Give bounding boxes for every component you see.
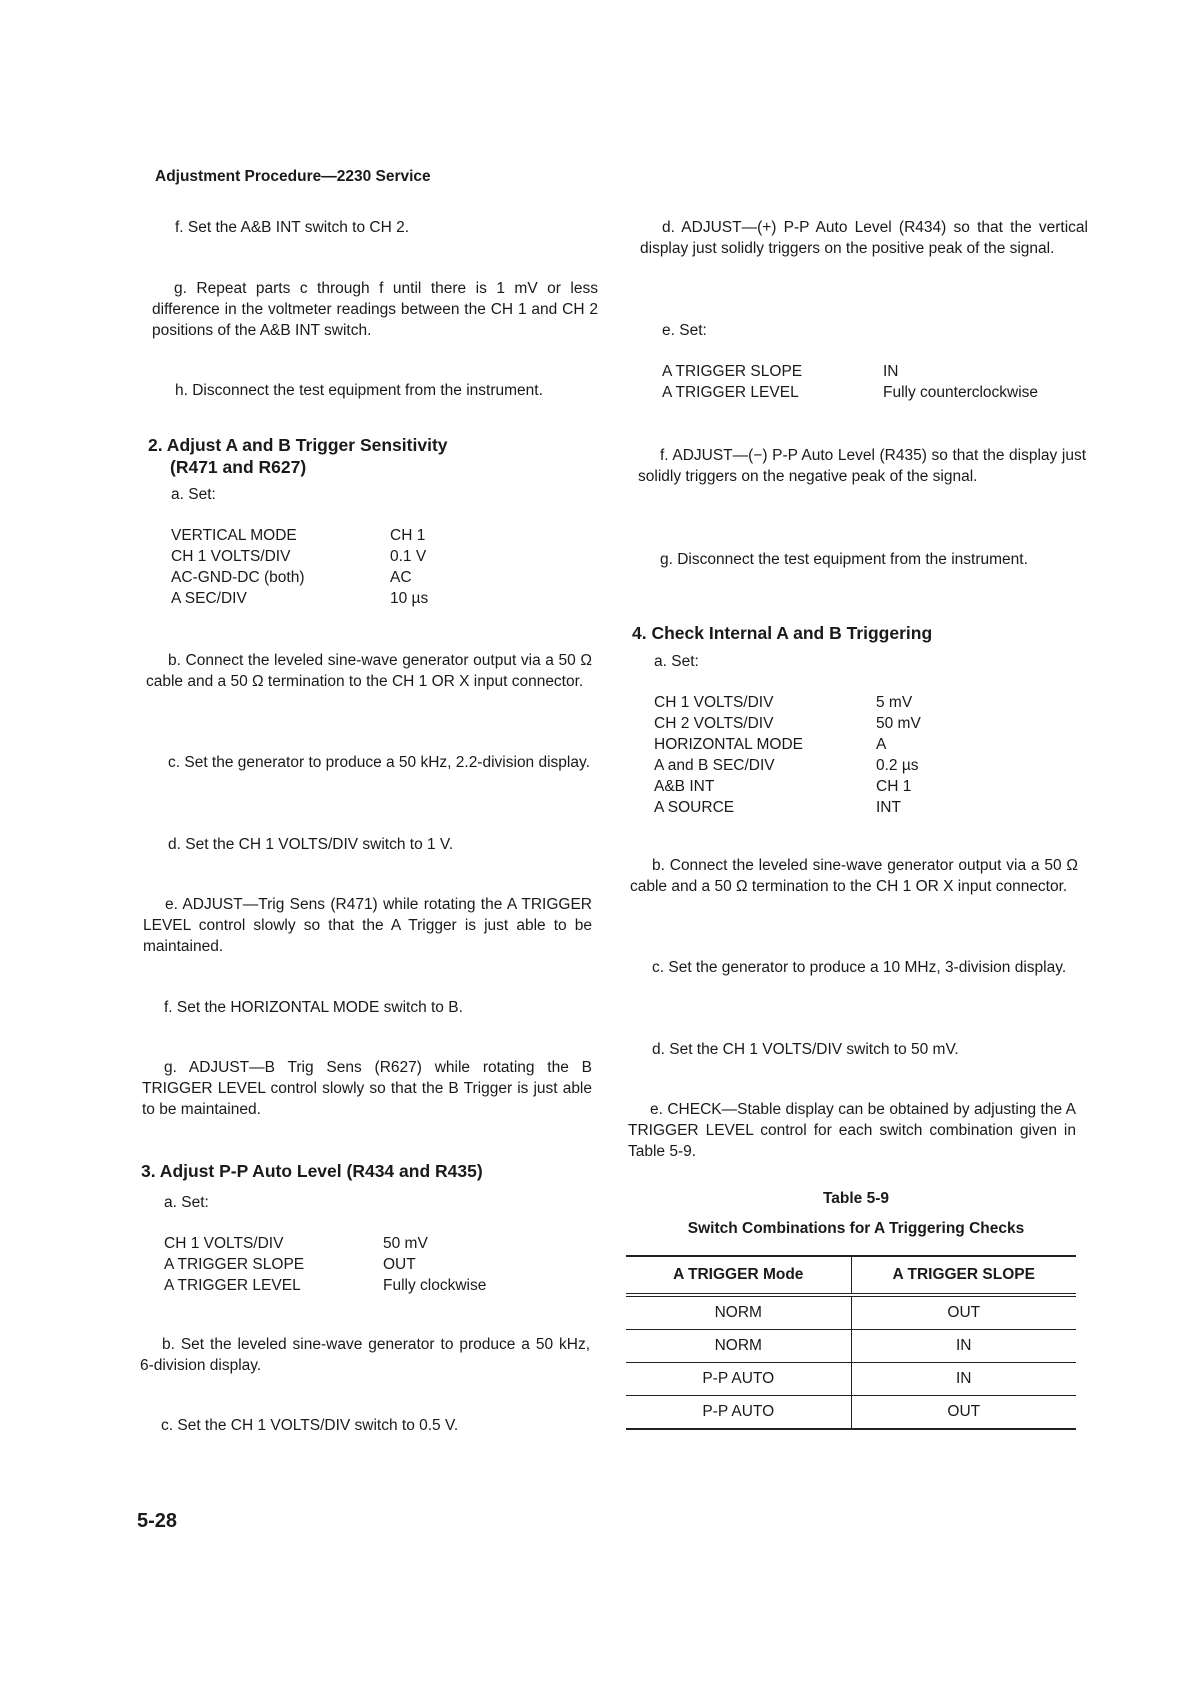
table-caption: Switch Combinations for A Triggering Checks	[687, 1220, 1025, 1237]
section-4-settings	[654, 692, 996, 818]
table-5-9	[626, 1255, 1076, 1430]
section-2-heading: 2. Adjust A and B Trigger Sensitivity (R471 and R627)	[148, 435, 448, 477]
section-3-step-d: d. ADJUST—(+) P-P Auto Level (R434) so that the vertical display just solidly triggers on the positive peak of the signal.	[640, 219, 1088, 257]
table-cell: P-P AUTO	[626, 1396, 851, 1430]
setting-value: 0.1 V	[390, 548, 427, 565]
table-row	[626, 1396, 1076, 1430]
section-3-settings	[164, 1233, 563, 1296]
section-3-step-c: c. Set the CH 1 VOLTS/DIV switch to 0.5 V.	[161, 1417, 459, 1434]
section-3-step-b: b. Set the leveled sine-wave generator to produce a 50 kHz, 6-division display.	[140, 1336, 590, 1374]
setting-value: CH 1	[876, 778, 912, 795]
section-2-step-e: e. ADJUST—Trig Sens (R471) while rotating the A TRIGGER LEVEL control slowly so that the A Trigger is just able to be maintained.	[143, 896, 592, 955]
setting-value: 50 mV	[383, 1235, 428, 1252]
section-4-step-d: d. Set the CH 1 VOLTS/DIV switch to 50 mV.	[652, 1041, 959, 1058]
section-2-step-d: d. Set the CH 1 VOLTS/DIV switch to 1 V.	[168, 836, 454, 853]
section-3-step-e: e. Set:	[662, 322, 707, 339]
section-3-step-a: a. Set:	[164, 1194, 209, 1211]
setting-key: A TRIGGER LEVEL	[662, 384, 799, 401]
table-cell: IN	[851, 1330, 1076, 1363]
setting-key: VERTICAL MODE	[171, 527, 297, 544]
section-3-step-g: g. Disconnect the test equipment from the instrument.	[660, 551, 1028, 568]
section-2-step-c: c. Set the generator to produce a 50 kHz, 2.2-division display.	[168, 754, 590, 771]
section-4-step-e: e. CHECK—Stable display can be obtained by adjusting the A TRIGGER LEVEL control for each switch combination given in Table 5-9.	[628, 1101, 1076, 1160]
section-2-settings	[171, 525, 510, 609]
table-cell: OUT	[851, 1396, 1076, 1430]
step-left-h: h. Disconnect the test equipment from the instrument.	[175, 382, 543, 399]
step-left-f: f. Set the A&B INT switch to CH 2.	[175, 219, 410, 236]
setting-value: 0.2 µs	[876, 757, 919, 774]
table-cell: P-P AUTO	[626, 1363, 851, 1396]
table-header-cell: A TRIGGER Mode	[626, 1256, 851, 1295]
setting-value: AC	[390, 569, 412, 586]
setting-value: IN	[883, 363, 899, 380]
section-3-step-f: f. ADJUST—(−) P-P Auto Level (R435) so that the display just solidly triggers on the negative peak of the signal.	[638, 447, 1086, 485]
step-left-g: g. Repeat parts c through f until there is 1 mV or less difference in the voltmeter readings between the CH 1 and CH 2 positions of the A&B INT switch.	[152, 280, 598, 339]
table-cell: NORM	[626, 1295, 851, 1330]
setting-value: 50 mV	[876, 715, 921, 732]
setting-value: 5 mV	[876, 694, 913, 711]
setting-value: A	[876, 736, 887, 753]
section-2-step-a: a. Set:	[171, 486, 216, 503]
setting-key: A TRIGGER SLOPE	[164, 1256, 305, 1273]
section-3-heading: 3. Adjust P-P Auto Level (R434 and R435)	[141, 1161, 483, 1181]
table-row	[626, 1363, 1076, 1396]
table-row	[626, 1330, 1076, 1363]
section-2-step-b: b. Connect the leveled sine-wave generator output via a 50 Ω cable and a 50 Ω termination to the CH 1 OR X input connector.	[146, 652, 592, 690]
setting-key: AC-GND-DC (both)	[171, 569, 305, 586]
setting-value: CH 1	[390, 527, 426, 544]
setting-value: OUT	[383, 1256, 416, 1273]
page-header: Adjustment Procedure—2230 Service	[155, 168, 431, 185]
setting-key: HORIZONTAL MODE	[654, 736, 803, 753]
section-2-step-g: g. ADJUST—B Trig Sens (R627) while rotating the B TRIGGER LEVEL control slowly so that the B Trigger is just able to be maintained.	[142, 1059, 592, 1118]
table-header-row	[626, 1256, 1076, 1295]
setting-value: Fully clockwise	[383, 1277, 487, 1294]
section-4-step-a: a. Set:	[654, 653, 699, 670]
table-header-cell: A TRIGGER SLOPE	[851, 1256, 1076, 1295]
setting-value: 10 µs	[390, 590, 429, 607]
setting-key: A SEC/DIV	[171, 590, 247, 607]
section-4-heading: 4. Check Internal A and B Triggering	[632, 623, 933, 643]
page-number: 5-28	[137, 1510, 178, 1532]
setting-key: A SOURCE	[654, 799, 735, 816]
table-cell: IN	[851, 1363, 1076, 1396]
table-label: Table 5-9	[822, 1190, 890, 1207]
table-cell: NORM	[626, 1330, 851, 1363]
setting-key: CH 1 VOLTS/DIV	[654, 694, 774, 711]
setting-key: A&B INT	[654, 778, 715, 795]
table-cell: OUT	[851, 1295, 1076, 1330]
section-3-step-e-settings	[662, 361, 1103, 403]
setting-key: A TRIGGER SLOPE	[662, 363, 803, 380]
setting-key: CH 2 VOLTS/DIV	[654, 715, 774, 732]
setting-key: A and B SEC/DIV	[654, 757, 775, 774]
setting-key: A TRIGGER LEVEL	[164, 1277, 301, 1294]
section-4-step-b: b. Connect the leveled sine-wave generator output via a 50 Ω cable and a 50 Ω termination to the CH 1 OR X input connector.	[630, 857, 1078, 895]
setting-value: Fully counterclockwise	[883, 384, 1039, 401]
setting-value: INT	[876, 799, 901, 816]
setting-key: CH 1 VOLTS/DIV	[164, 1235, 284, 1252]
table-row	[626, 1295, 1076, 1330]
section-4-step-c: c. Set the generator to produce a 10 MHz, 3-division display.	[652, 959, 1067, 976]
section-2-step-f: f. Set the HORIZONTAL MODE switch to B.	[164, 999, 463, 1016]
setting-key: CH 1 VOLTS/DIV	[171, 548, 291, 565]
